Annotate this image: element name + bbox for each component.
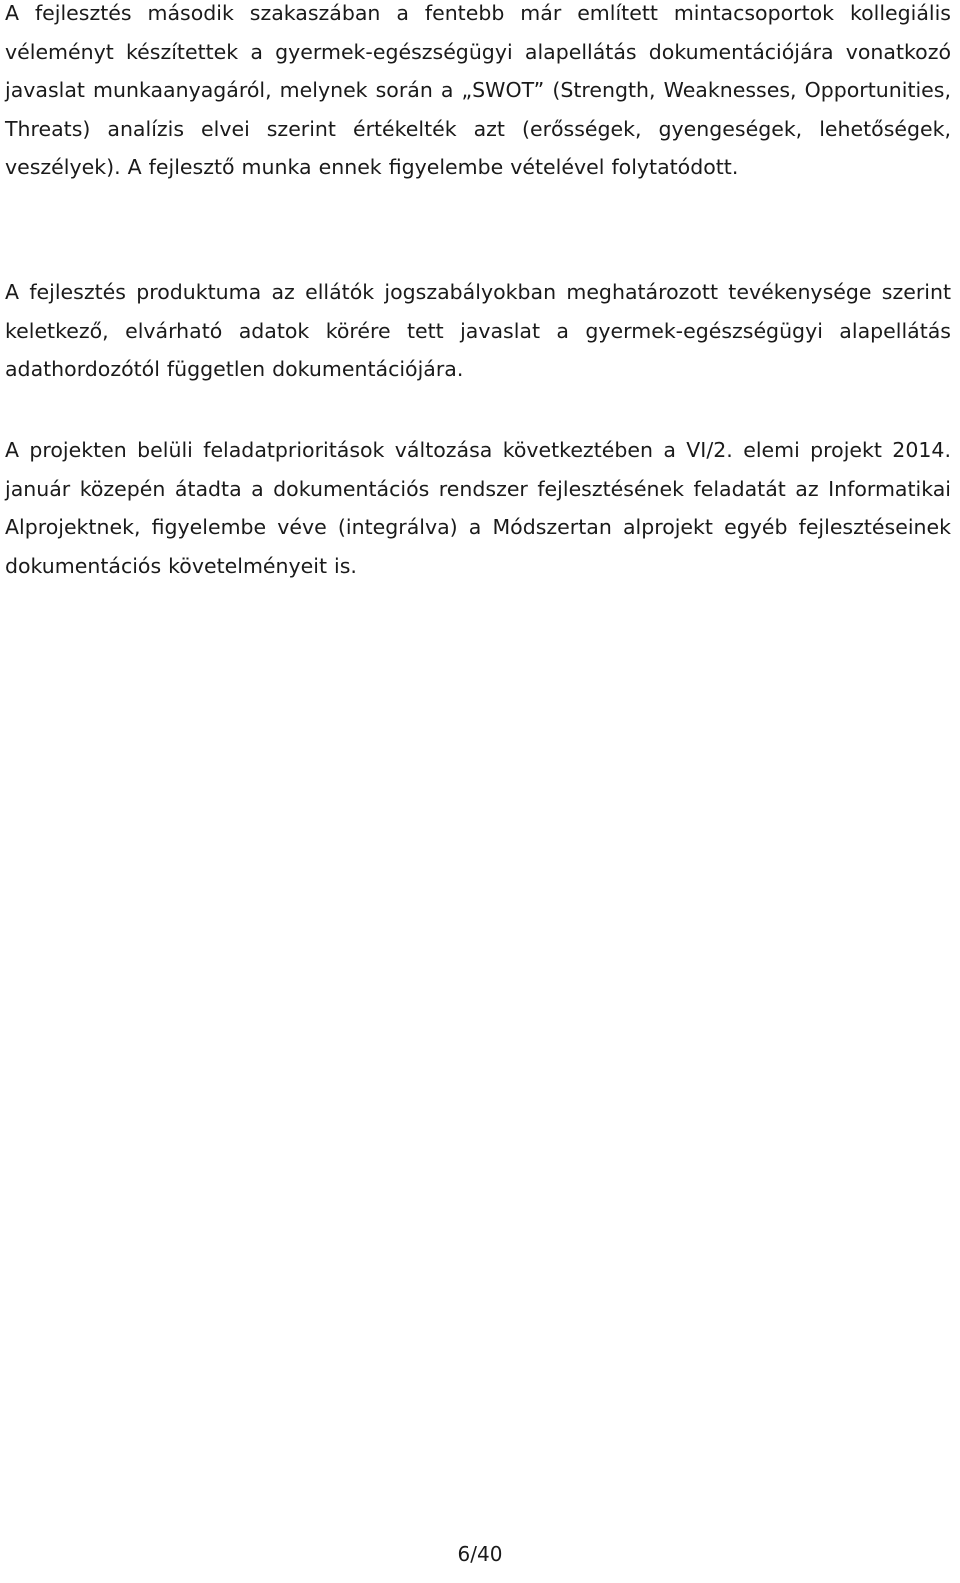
page-number: 6/40 (457, 1542, 503, 1566)
paragraph-product: A fejlesztés produktuma az ellátók jogszabályokban meghatározott tevékenysége szerint keletkező, elvárható adatok körére tett javaslat a gyermek-egészségügyi alapellátás adathordozótól független dokumentációjára. (5, 280, 951, 382)
paragraph-priorities: A projekten belüli feladatprioritások változása következtében a VI/2. elemi projekt 2014. január közepén átadta a dokumentációs rendszer fejlesztésének feladatát az Informatikai Alprojektnek, figyelembe véve (integrálva) a Módszertan alprojekt egyéb fejlesztéseinek dokumentációs követelményeit is. (5, 438, 951, 578)
page-footer (0, 1542, 960, 1566)
paragraph-swot-review: A fejlesztés második szakaszában a fentebb már említett mintacsoportok kollegiális véleményt készítettek a gyermek-egészségügyi alapellátás dokumentációjára vonatkozó javaslat munkaanyagáról, melynek során a „SWOT” (Strength, Weaknesses, Opportunities, Threats) analízis elvei szerint értékelték azt (erősségek, gyengeségek, lehetőségek, veszélyek). A fejlesztő munka ennek figyelembe vételével folytatódott. (5, 1, 951, 180)
